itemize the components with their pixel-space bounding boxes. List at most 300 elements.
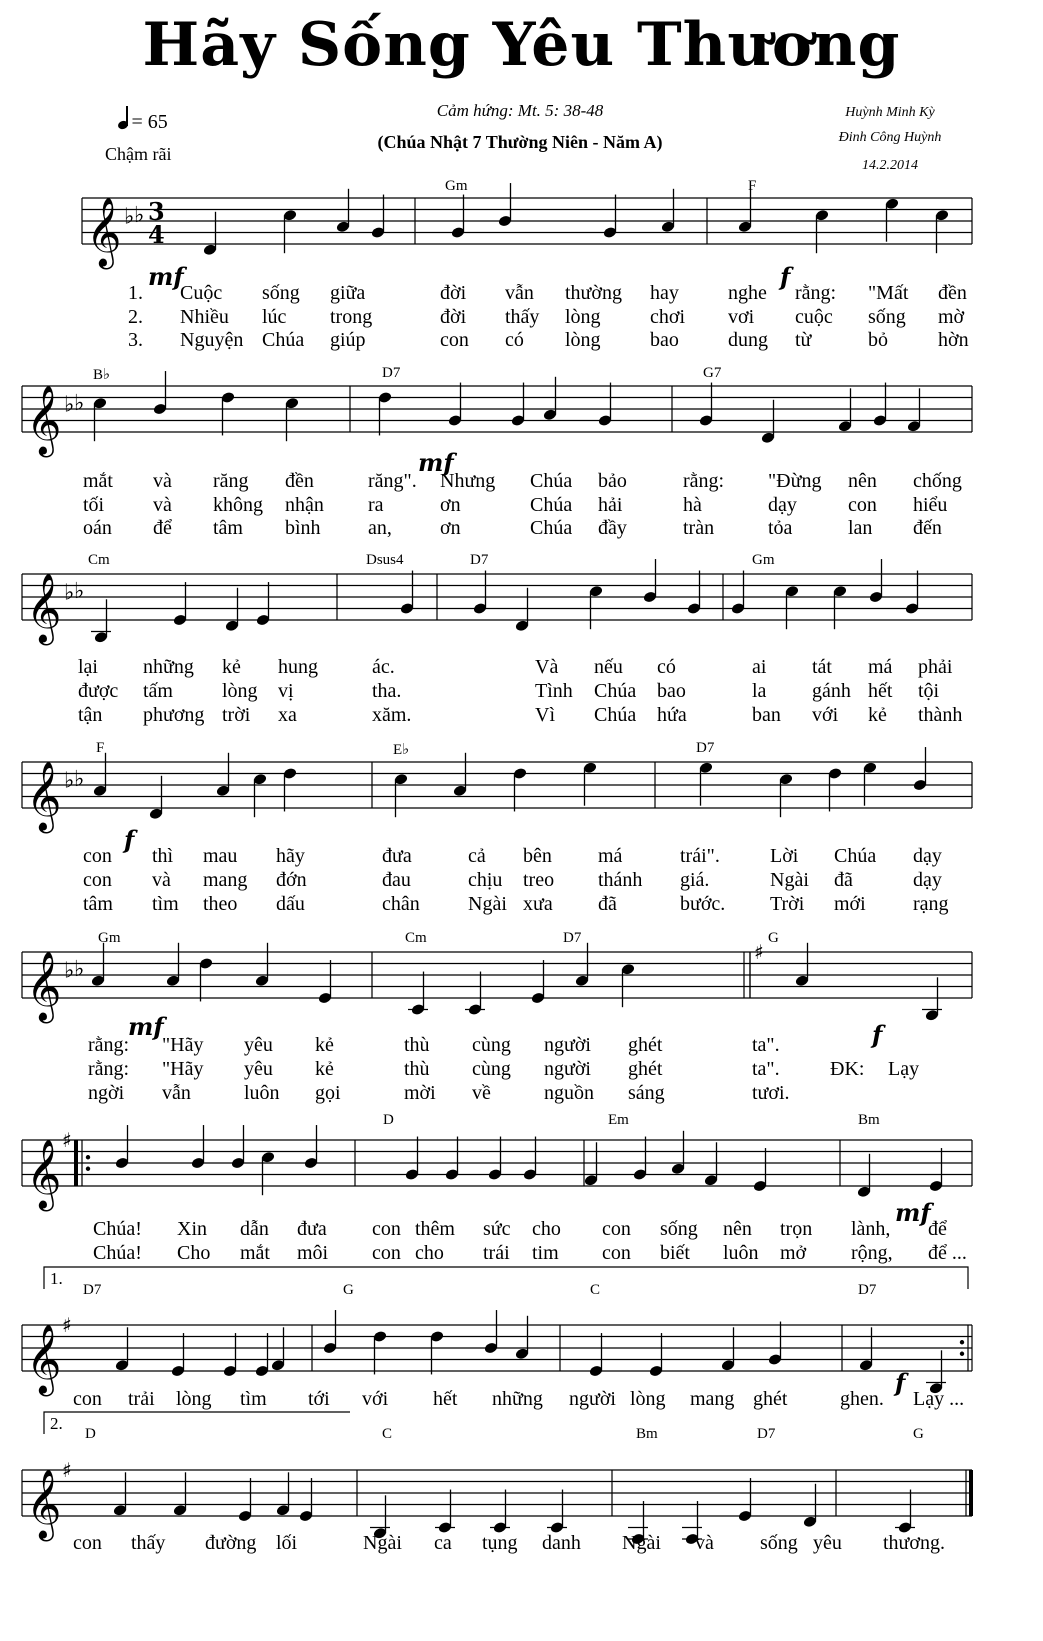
lyric-syllable: nhận xyxy=(285,494,324,516)
lyric-syllable: chân xyxy=(382,893,420,915)
lyric-syllable: đã xyxy=(834,869,853,891)
lyric-syllable: môi xyxy=(297,1242,329,1264)
lyric-syllable: bước. xyxy=(680,893,726,915)
lyric-syllable: an, xyxy=(368,517,392,539)
treble-clef-icon: 𝄞 xyxy=(26,1139,62,1209)
chord-symbol: F xyxy=(748,178,757,194)
author-1: Huỳnh Minh Kỳ xyxy=(845,105,935,120)
lyric-syllable: mang xyxy=(690,1388,735,1410)
chord-symbol: D7 xyxy=(696,740,715,756)
lyric-syllable: và xyxy=(152,869,171,891)
lyric-syllable: ca xyxy=(434,1532,452,1554)
lyric-syllable: cuộc xyxy=(795,306,833,328)
lyric-syllable: mở xyxy=(780,1242,807,1264)
lyric-syllable: đời xyxy=(440,282,467,304)
lyric-syllable: Lời xyxy=(770,845,799,867)
lyric-syllable: nếu xyxy=(594,656,623,678)
lyric-syllable: Lạy xyxy=(888,1058,920,1080)
lyric-syllable: ta". xyxy=(752,1058,780,1080)
lyric-syllable: sức xyxy=(483,1218,511,1240)
lyric-syllable: con xyxy=(73,1532,102,1554)
lyric-syllable: Chúa! xyxy=(93,1242,142,1264)
lyric-syllable: Ngài xyxy=(622,1532,661,1554)
lyric-syllable: "Mất xyxy=(868,282,909,304)
dynamic-marking: f xyxy=(872,1020,883,1049)
lyric-syllable: tấm xyxy=(143,680,173,702)
lyric-syllable: Chúa xyxy=(594,704,637,726)
lyric-syllable: giúp xyxy=(330,329,366,351)
lyric-syllable: tối xyxy=(83,494,105,516)
date: 14.2.2014 xyxy=(862,158,918,173)
chord-symbol: Cm xyxy=(405,930,427,946)
lyric-syllable: yêu xyxy=(244,1058,273,1080)
lyric-syllable: theo xyxy=(203,893,238,915)
lyric-syllable: chịu xyxy=(468,869,503,891)
lyric-syllable: và xyxy=(153,494,172,516)
chord-symbol: G xyxy=(913,1426,924,1442)
lyric-syllable: đớn xyxy=(276,869,307,891)
lyric-syllable: trọn xyxy=(780,1218,813,1240)
lyric-syllable: đền xyxy=(285,470,314,492)
lyric-syllable: dung xyxy=(728,329,768,351)
repeat-dot xyxy=(86,1167,90,1171)
lyric-syllable: mang xyxy=(203,869,248,891)
lyric-syllable: đến xyxy=(913,517,942,539)
lyric-syllable: đầy xyxy=(598,517,627,539)
flat-icon: ♭ xyxy=(134,203,145,229)
lyric-syllable: tới xyxy=(308,1388,330,1410)
dynamic-marking: f xyxy=(124,825,135,854)
lyric-syllable: luôn xyxy=(244,1082,280,1104)
chord-symbol: D7 xyxy=(83,1282,102,1298)
chord-symbol: D xyxy=(85,1426,96,1442)
author-2: Đinh Công Huỳnh xyxy=(838,130,942,145)
lyric-syllable: tâm xyxy=(213,517,243,539)
lyric-syllable: bao xyxy=(657,680,686,702)
lyric-syllable: đưa xyxy=(382,845,412,867)
staff-system-3 xyxy=(22,559,972,645)
lyric-syllable: nên xyxy=(723,1218,752,1240)
chord-symbol: Gm xyxy=(98,930,121,946)
lyric-syllable: lòng xyxy=(176,1388,212,1410)
lyric-syllable: dẫn xyxy=(240,1218,269,1240)
lyric-syllable: Cho xyxy=(177,1242,211,1264)
lyric-syllable: thương. xyxy=(883,1532,945,1554)
lyric-syllable: Chúa xyxy=(594,680,637,702)
lyric-syllable: tìm xyxy=(240,1388,267,1410)
lyric-syllable: rộng, xyxy=(851,1242,893,1264)
lyric-syllable: lòng xyxy=(565,306,601,328)
sharp-icon: ♯ xyxy=(62,1457,72,1482)
lyric-syllable: để ... xyxy=(928,1242,967,1264)
lyric-syllable: mau xyxy=(203,845,238,867)
lyric-syllable: để xyxy=(928,1218,947,1240)
lyric-syllable: Chúa xyxy=(262,329,305,351)
lyric-syllable: tội xyxy=(918,680,940,702)
flat-icon: ♭ xyxy=(64,768,75,794)
dynamic-marking: f xyxy=(895,1368,906,1397)
lyric-syllable: vẫn xyxy=(162,1082,191,1104)
lyric-syllable: tụng xyxy=(482,1532,518,1554)
lyric-syllable: lòng xyxy=(565,329,601,351)
lyric-syllable: chống xyxy=(913,470,962,492)
lyric-syllable: mắt xyxy=(83,470,113,492)
lyric-syllable: hết xyxy=(868,680,893,702)
lyric-syllable: má xyxy=(598,845,623,867)
staff-system-5 xyxy=(22,940,972,1023)
flat-icon: ♭ xyxy=(74,391,85,417)
treble-clef-icon: 𝄞 xyxy=(86,197,122,267)
flat-icon: ♭ xyxy=(74,767,85,793)
lyric-syllable: phương xyxy=(143,704,205,726)
lyric-syllable: đền xyxy=(938,282,967,304)
lyric-syllable: lan xyxy=(848,517,873,539)
treble-clef-icon: 𝄞 xyxy=(26,951,62,1021)
lyric-syllable: con xyxy=(372,1218,401,1240)
staff-system-6 xyxy=(22,1125,972,1211)
treble-clef-icon: 𝄞 xyxy=(26,761,62,831)
lyric-syllable: hết xyxy=(433,1388,458,1410)
lyric-syllable: hung xyxy=(278,656,318,678)
lyric-syllable: xa xyxy=(278,704,297,726)
lyric-syllable: Xin xyxy=(177,1218,207,1240)
lyric-syllable: luôn xyxy=(723,1242,759,1264)
lyric-syllable: yêu xyxy=(813,1532,842,1554)
lyric-syllable: có xyxy=(505,329,524,351)
dynamic-marking: mf xyxy=(128,1012,164,1041)
lyric-syllable: treo xyxy=(523,869,555,891)
inspiration: Cảm hứng: Mt. 5: 38-48 xyxy=(436,101,604,120)
chord-symbol: Em xyxy=(608,1112,629,1128)
time-signature-bottom: 4 xyxy=(148,219,165,249)
lyric-syllable: ta". xyxy=(752,1034,780,1056)
sharp-icon: ♯ xyxy=(62,1312,72,1337)
lyric-syllable: vẫn xyxy=(505,282,534,304)
lyric-syllable: kẻ xyxy=(868,704,887,726)
lyric-syllable: Vì xyxy=(535,704,555,726)
lyric-syllable: "Hãy xyxy=(162,1034,204,1056)
lyric-syllable: răng". xyxy=(368,470,417,492)
lyric-syllable: Chúa xyxy=(530,517,573,539)
treble-clef-icon: 𝄞 xyxy=(26,573,62,643)
staff-system-7 xyxy=(22,1267,972,1396)
lyric-syllable: lại xyxy=(78,656,98,678)
dynamic-marking: mf xyxy=(418,448,454,477)
chord-symbol: E♭ xyxy=(393,742,410,758)
lyric-syllable: rằng: xyxy=(88,1034,130,1056)
lyric-syllable: với xyxy=(812,704,839,726)
repeat-dot xyxy=(960,1340,964,1344)
lyric-syllable: Chúa xyxy=(530,494,573,516)
volta-bracket xyxy=(44,1267,968,1289)
lyric-syllable: ghét xyxy=(628,1034,663,1056)
lyric-syllable: cho xyxy=(415,1242,444,1264)
lyric-syllable: danh xyxy=(542,1532,581,1554)
lyric-syllable: trời xyxy=(222,704,251,726)
dynamic-marking: mf xyxy=(148,262,184,291)
lyric-syllable: không xyxy=(213,494,263,516)
lyric-syllable: tận xyxy=(78,704,103,726)
lyric-syllable: dấu xyxy=(276,893,305,915)
chord-symbol: G7 xyxy=(703,365,722,381)
lyric-syllable: mờ xyxy=(938,306,965,328)
chord-symbol: D7 xyxy=(470,552,489,568)
lyric-syllable: trái". xyxy=(680,845,720,867)
lyric-syllable: nên xyxy=(848,470,877,492)
repeat-dot xyxy=(86,1155,90,1159)
lyric-syllable: ĐK: xyxy=(830,1058,865,1080)
lyric-syllable: thấy xyxy=(131,1532,166,1554)
chord-symbol: D xyxy=(383,1112,394,1128)
flat-icon: ♭ xyxy=(74,579,85,605)
lyric-syllable: dạy xyxy=(913,869,942,891)
lyric-syllable: tâm xyxy=(83,893,113,915)
lyric-syllable: biết xyxy=(660,1242,690,1264)
chord-symbol: C xyxy=(590,1282,601,1298)
lyric-syllable: có xyxy=(657,656,676,678)
chord-symbol: D7 xyxy=(563,930,582,946)
lyric-syllable: mới xyxy=(834,893,866,915)
lyric-syllable: ngời xyxy=(88,1082,125,1104)
lyric-syllable: 2. xyxy=(128,306,143,328)
lyric-syllable: ai xyxy=(752,656,767,678)
lyric-syllable: ác. xyxy=(372,656,395,678)
lyric-syllable: ghen. xyxy=(840,1388,884,1410)
lyric-syllable: con xyxy=(83,869,112,891)
lyric-syllable: chơi xyxy=(650,306,686,328)
lyric-syllable: hờn xyxy=(938,329,969,351)
flat-icon: ♭ xyxy=(124,204,135,230)
lyric-syllable: lòng xyxy=(630,1388,666,1410)
tempo-marking: = 65 xyxy=(118,108,168,134)
staff-system-1 xyxy=(82,183,972,269)
lyric-syllable: lành, xyxy=(851,1218,891,1240)
chord-symbol: D7 xyxy=(382,365,401,381)
song-title: Hãy Sống Yêu Thương xyxy=(142,10,901,80)
lyric-syllable: Ngài xyxy=(468,893,507,915)
lyric-syllable: sáng xyxy=(628,1082,665,1104)
lyric-syllable: Chúa! xyxy=(93,1218,142,1240)
volta-label: 1. xyxy=(50,1269,63,1288)
lyric-syllable: cho xyxy=(532,1218,561,1240)
lyric-syllable: "Đừng xyxy=(768,470,822,492)
lyric-syllable: con xyxy=(602,1242,631,1264)
chord-symbol: Cm xyxy=(88,552,110,568)
lyric-syllable: thù xyxy=(404,1058,430,1080)
lyric-syllable: thường xyxy=(565,282,622,304)
lyric-syllable: ơn xyxy=(440,517,461,539)
lyric-syllable: để xyxy=(153,517,172,539)
lyric-syllable: con xyxy=(372,1242,401,1264)
lyric-syllable: nghe xyxy=(728,282,767,304)
lyric-syllable: người xyxy=(544,1034,591,1056)
lyric-syllable: vơi xyxy=(728,306,755,328)
lyric-syllable: bên xyxy=(523,845,552,867)
lyric-syllable: "Hãy xyxy=(162,1058,204,1080)
lyric-syllable: cả xyxy=(468,845,486,867)
lyric-syllable: người xyxy=(569,1388,616,1410)
lyric-syllable: 3. xyxy=(128,329,143,351)
lyric-syllable: phải xyxy=(918,656,953,678)
tempo-word: Chậm rãi xyxy=(105,144,172,164)
flat-icon: ♭ xyxy=(64,580,75,606)
staff-system-8 xyxy=(22,1412,973,1545)
chord-symbol: C xyxy=(382,1426,393,1442)
lyric-syllable: sống xyxy=(660,1218,698,1240)
lyric-syllable: yêu xyxy=(244,1034,273,1056)
flat-icon: ♭ xyxy=(74,957,85,983)
chord-symbol: Gm xyxy=(445,178,468,194)
lyric-syllable: mời xyxy=(404,1082,436,1104)
staff-system-4 xyxy=(22,747,972,833)
chord-symbol: D7 xyxy=(858,1282,877,1298)
lyric-syllable: tươi. xyxy=(752,1082,790,1104)
flat-icon: ♭ xyxy=(64,392,75,418)
lyric-syllable: 1. xyxy=(128,282,143,304)
lyric-syllable: bảo xyxy=(598,470,627,492)
lyric-syllable: hải xyxy=(598,494,623,516)
lyric-syllable: những xyxy=(143,656,194,678)
lyric-syllable: dạy xyxy=(913,845,942,867)
lyric-syllable: đã xyxy=(598,893,617,915)
chord-symbol: F xyxy=(96,740,105,756)
lyric-syllable: ơn xyxy=(440,494,461,516)
treble-clef-icon: 𝄞 xyxy=(26,385,62,455)
lyric-syllable: tỏa xyxy=(768,517,793,539)
lyric-syllable: đường xyxy=(205,1532,257,1554)
lyric-syllable: lối xyxy=(276,1532,298,1554)
lyric-syllable: con xyxy=(83,845,112,867)
lyric-syllable: con xyxy=(848,494,877,516)
lyric-syllable: kẻ xyxy=(222,656,241,678)
lyric-syllable: được xyxy=(78,680,119,702)
lyric-syllable: hay xyxy=(650,282,679,304)
time-signature-top: 3 xyxy=(148,196,165,226)
lyric-syllable: Chúa xyxy=(530,470,573,492)
lyric-syllable: đời xyxy=(440,306,467,328)
lyric-syllable: thêm xyxy=(415,1218,455,1240)
sharp-icon: ♯ xyxy=(754,939,764,964)
lyric-syllable: hà xyxy=(683,494,702,516)
lyric-syllable: thành xyxy=(918,704,963,726)
dynamic-marking: mf xyxy=(895,1198,931,1227)
lyric-syllable: và xyxy=(153,470,172,492)
lyric-syllable: Ngài xyxy=(363,1532,402,1554)
staff-system-2 xyxy=(22,371,972,457)
lyric-syllable: dạy xyxy=(768,494,797,516)
chord-symbol: Bm xyxy=(636,1426,658,1442)
repeat-dot xyxy=(960,1352,964,1356)
lyric-syllable: nguồn xyxy=(544,1082,594,1104)
lyric-syllable: bỏ xyxy=(868,329,888,351)
lyric-syllable: đưa xyxy=(297,1218,327,1240)
lyric-syllable: trái xyxy=(483,1242,510,1264)
lyric-syllable: kẻ xyxy=(315,1034,334,1056)
lyric-syllable: giá. xyxy=(680,869,710,891)
lyric-syllable: đau xyxy=(382,869,411,891)
lyric-syllable: rằng: xyxy=(683,470,725,492)
lyric-syllable: con xyxy=(440,329,469,351)
chord-symbol: D7 xyxy=(757,1426,776,1442)
chord-symbol: G xyxy=(768,930,779,946)
chord-symbol: G xyxy=(343,1282,354,1298)
lyric-syllable: con xyxy=(73,1388,102,1410)
lyric-syllable: tát xyxy=(812,656,832,678)
lyric-syllable: hãy xyxy=(276,845,305,867)
lyric-syllable: sống xyxy=(760,1532,798,1554)
lyric-syllable: má xyxy=(868,656,893,678)
lyric-syllable: kẻ xyxy=(315,1058,334,1080)
lyric-syllable: con xyxy=(602,1218,631,1240)
lyric-syllable: Lạy ... xyxy=(913,1388,965,1410)
lyric-syllable: xăm. xyxy=(372,704,412,726)
lyric-syllable: ghét xyxy=(628,1058,663,1080)
lyric-syllable: thì xyxy=(152,845,174,867)
lyric-syllable: và xyxy=(695,1532,714,1554)
lyric-syllable: hứa xyxy=(657,704,687,726)
lyric-syllable: rằng: xyxy=(795,282,837,304)
lyric-syllable: thù xyxy=(404,1034,430,1056)
lyric-syllable: trong xyxy=(330,306,373,328)
lyric-syllable: lòng xyxy=(222,680,258,702)
lyric-syllable: tìm xyxy=(152,893,179,915)
chord-symbol: Bm xyxy=(858,1112,880,1128)
chord-symbol: B♭ xyxy=(93,367,111,383)
lyric-syllable: Nhưng xyxy=(440,470,496,492)
chord-symbol: Dsus4 xyxy=(366,552,404,568)
lyric-syllable: gánh xyxy=(812,680,851,702)
volta-label: 2. xyxy=(50,1414,63,1433)
lyric-syllable: những xyxy=(492,1388,543,1410)
flat-icon: ♭ xyxy=(64,958,75,984)
lyric-syllable: lúc xyxy=(262,306,287,328)
lyric-syllable: trải xyxy=(128,1388,155,1410)
lyric-syllable: rạng xyxy=(913,893,949,915)
lyric-syllable: với xyxy=(362,1388,389,1410)
lyric-syllable: cùng xyxy=(472,1034,511,1056)
lyric-syllable: ban xyxy=(752,704,781,726)
lyric-syllable: Nhiều xyxy=(180,306,229,328)
dynamic-marking: f xyxy=(780,262,791,291)
chord-symbol: Gm xyxy=(752,552,775,568)
lyric-syllable: gọi xyxy=(315,1082,341,1104)
lyric-syllable: tràn xyxy=(683,517,715,539)
lyric-syllable: sống xyxy=(868,306,906,328)
lyric-syllable: ghét xyxy=(753,1388,788,1410)
lyric-syllable: về xyxy=(472,1082,491,1104)
lyric-syllable: từ xyxy=(795,329,812,351)
lyric-syllable: la xyxy=(752,680,767,702)
lyric-syllable: Ngài xyxy=(770,869,809,891)
lyric-syllable: rằng: xyxy=(88,1058,130,1080)
lyric-syllable: Trời xyxy=(770,893,805,915)
lyric-syllable: mắt xyxy=(240,1242,270,1264)
lyric-syllable: bao xyxy=(650,329,679,351)
repeat-start-barline xyxy=(74,1140,78,1186)
lyric-syllable: Chúa xyxy=(834,845,877,867)
lyric-syllable: bình xyxy=(285,517,321,539)
treble-clef-icon: 𝄞 xyxy=(26,1324,62,1394)
lyric-syllable: ra xyxy=(368,494,384,516)
lyric-syllable: vị xyxy=(278,680,294,702)
lyric-syllable: hiểu xyxy=(913,494,948,516)
occasion: (Chúa Nhật 7 Thường Niên - Năm A) xyxy=(377,132,663,152)
lyric-syllable: thấy xyxy=(505,306,540,328)
treble-clef-icon: 𝄞 xyxy=(26,1469,62,1539)
lyric-syllable: giữa xyxy=(330,282,366,304)
lyric-syllable: Và xyxy=(535,656,559,678)
sharp-icon: ♯ xyxy=(62,1127,72,1152)
